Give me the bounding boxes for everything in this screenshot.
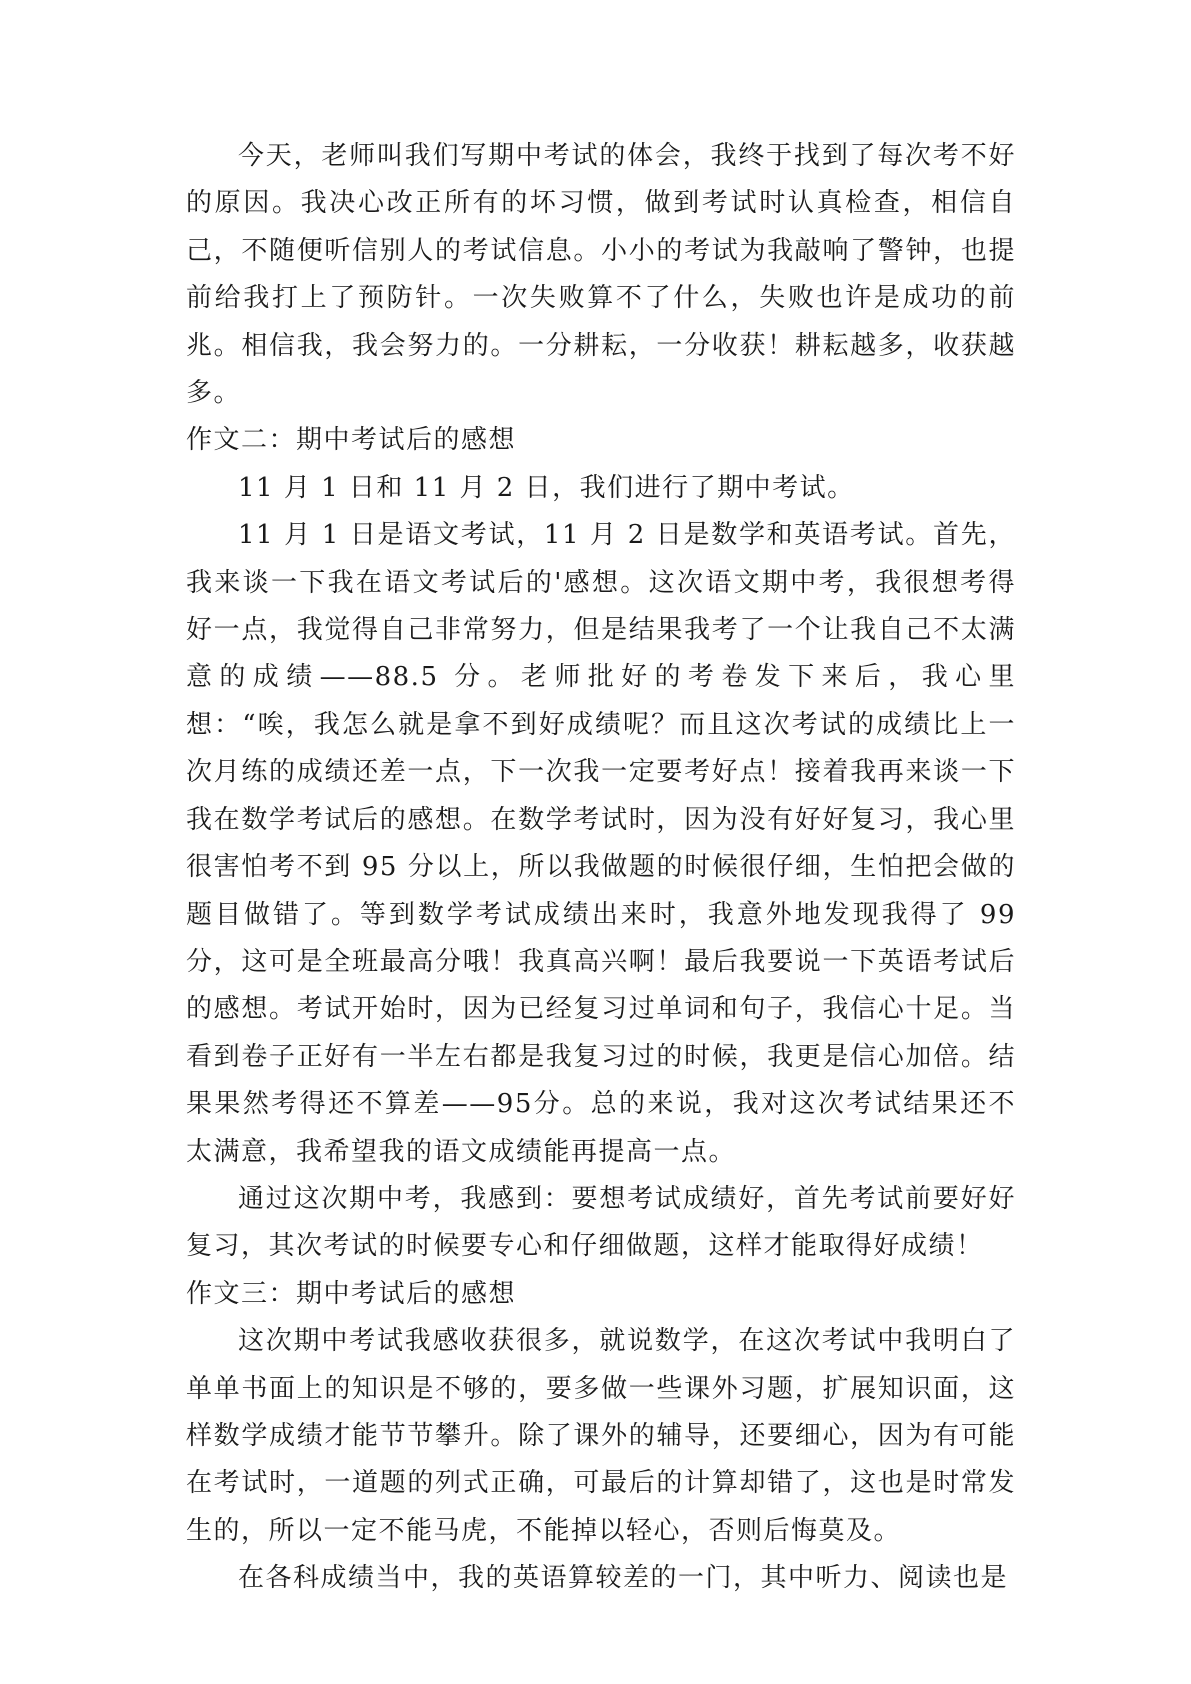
paragraph-exam-reflection: 11 月 1 日是语文考试，11 月 2 日是数学和英语考试。首先，我来谈一下我在语文考试后的'感想。这次语文期中考，我很想考得好一点，我觉得自己非常努力，但是结果我考了一个让我自己不太满意的成绩——88.5 分。老师批好的考卷发下来后，我心里想：“唉，我怎么就是拿不到好成绩呢？而且这次考试的成绩比上一次月练的成绩还差一点，下一次我一定要考好点！接着我再来谈一下我在数学考试后的感想。在数学考试时，因为没有好好复习，我心里很害怕考不到 95 分以上，所以我做题的时候很仔细，生怕把会做的题目做错了。等到数学考试成绩出来时，我意外地发现我得了 99 分，这可是全班最高分哦！我真高兴啊！最后我要说一下英语考试后的感想。考试开始时，因为已经复习过单词和句子，我信心十足。当看到卷子正好有一半左右都是我复习过的时候，我更是信心加倍。结果果然考得还不算差——95分。总的来说，我对这次考试结果还不太满意，我希望我的语文成绩能再提高一点。 <box>186 520 1026 1167</box>
essay-three-heading: 作文三：期中考试后的感想 <box>186 1278 517 1309</box>
paragraph-math-reflection: 这次期中考试我感收获很多，就说数学，在这次考试中我明白了单单书面上的知识是不够的，要多做一些课外习题，扩展知识面，这样数学成绩才能节节攀升。除了课外的辅导，还要细心，因为有可能在考试时，一道题的列式正确，可最后的计算却错了，这也是时常发生的，所以一定不能马虎，不能掉以轻心，否则后悔莫及。 <box>186 1326 1016 1546</box>
paragraph-exam-dates: 11 月 1 日和 11 月 2 日，我们进行了期中考试。 <box>238 472 855 503</box>
essay-two-heading: 作文二：期中考试后的感想 <box>186 425 517 456</box>
paragraph-english-reflection: 在各科成绩当中，我的英语算较差的一门，其中听力、阅读也是 <box>238 1563 1009 1594</box>
document-body <box>186 133 1026 1603</box>
paragraph-conclusion: 通过这次期中考，我感到：要想考试成绩好，首先考试前要好好复习，其次考试的时候要专心和仔细做题，这样才能取得好成绩！ <box>186 1183 1016 1262</box>
paragraph-intro: 今天，老师叫我们写期中考试的体会，我终于找到了每次考不好的原因。我决心改正所有的坏习惯，做到考试时认真检查，相信自己，不随便听信别人的考试信息。小小的考试为我敲响了警钟，也提前给我打上了预防针。一次失败算不了什么，失败也许是成功的前兆。相信我，我会努力的。一分耕耘，一分收获！耕耘越多，收获越多。 <box>186 141 1016 409</box>
